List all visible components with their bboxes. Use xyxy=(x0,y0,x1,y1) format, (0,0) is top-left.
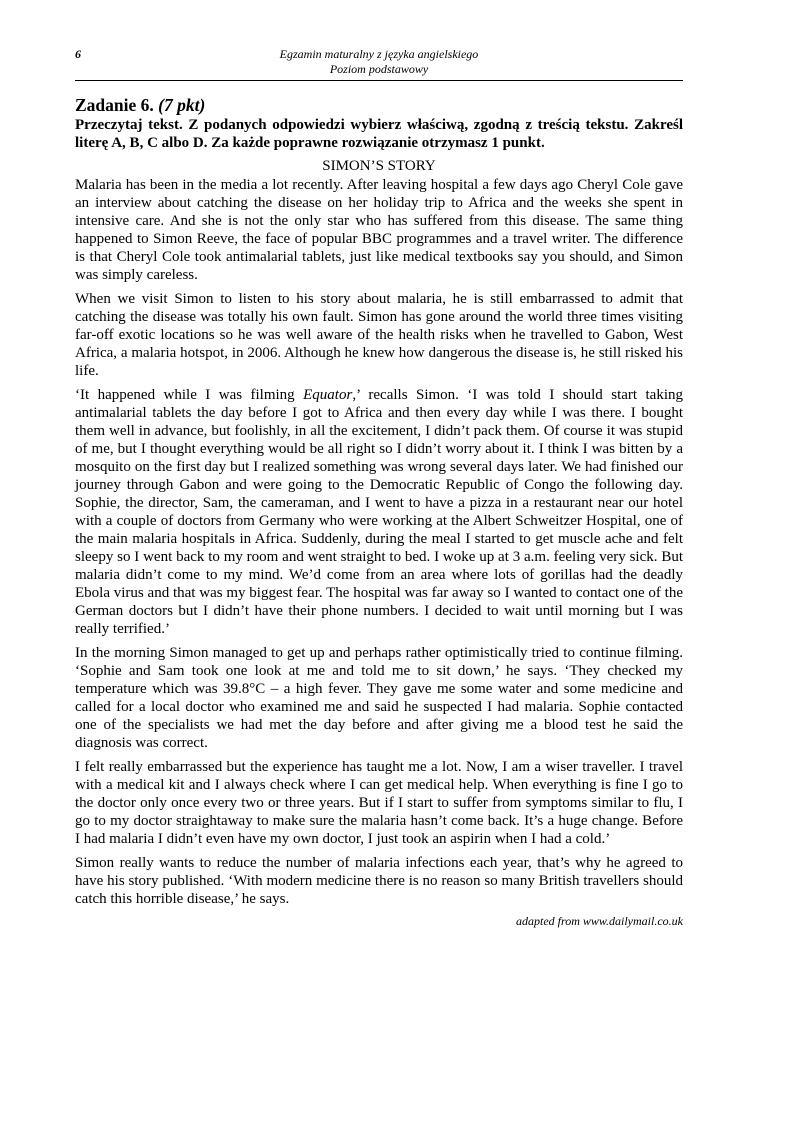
story-paragraph-3 xyxy=(75,386,683,638)
story-paragraph-5: I felt really embarrassed but the experience has taught me a lot. Now, I am a wiser traveller. I travel with a medical kit and I always check where I can get medical help. When everything is fine I go to the doctor only once every two or three years. But if I start to suffer from symptoms similar to flu, I go to my doctor straightaway to make sure the malaria hasn’t come back. It’s a huge change. Before I had malaria I didn’t even have my own doctor, I just took an aspirin when I had a cold.’ xyxy=(75,759,683,847)
task-points: (7 pkt) xyxy=(158,95,206,115)
story-paragraph-2: When we visit Simon to listen to his story about malaria, he is still embarrassed to admit that catching the disease was totally his own fault. Simon has gone around the world three times visiting far-off exotic locations so he was well aware of the health risks when he travelled to Gabon, West Africa, a malaria hotspot, in 2006. Although he knew how dangerous the disease is, he still risked his life. xyxy=(75,291,683,379)
task-heading xyxy=(75,95,683,115)
story-paragraph-1: Malaria has been in the media a lot recently. After leaving hospital a few days ago Cheryl Cole gave an interview about catching the disease on her holiday trip to Africa and the weeks she spent in intensive care. And she is not the only star who has suffered from this disease. The same thing happened to Simon Reeve, the face of popular BBC programmes and a travel writer. The difference is that Cheryl Cole took antimalarial tablets, just like medical textbooks say you should, and Simon was simply careless. xyxy=(75,177,683,283)
task-content xyxy=(75,95,683,929)
programme-title: Equator xyxy=(303,387,353,403)
page-header xyxy=(75,47,683,81)
story-paragraph-4: In the morning Simon managed to get up and perhaps rather optimistically tried to continue filming. ‘Sophie and Sam took one look at me and told me to sit down,’ he says. ‘They checked my temperature which was 39.8°C – a high fever. They gave me some water and some medicine and called for a local doctor who examined me and said he suspected I had malaria. Sophie contacted one of the specialists we had met the day before and after giving me a blood test he said the diagnosis was correct. xyxy=(75,645,683,751)
story-title: SIMON’S STORY xyxy=(322,158,436,174)
page-number: 6 xyxy=(75,47,81,61)
paragraph-3-start: ‘It happened while I was filming xyxy=(75,387,304,403)
task-title: Zadanie 6. xyxy=(75,95,154,115)
exam-level: Poziom podstawowy xyxy=(329,62,429,76)
exam-title: Egzamin maturalny z języka angielskiego xyxy=(279,47,479,61)
task-instruction: Przeczytaj tekst. Z podanych odpowiedzi wybierz właściwą, zgodną z treścią tekstu. Zakreśl literę A, B, C albo D. Za każde poprawne rozwiązanie otrzymasz 1 punkt. xyxy=(75,117,683,151)
story-paragraph-6: Simon really wants to reduce the number of malaria infections each year, that’s why he agreed to have his story published. ‘With modern medicine there is no reason so many British travellers should catch this horrible disease,’ he says. xyxy=(75,855,683,907)
paragraph-3-rest: ,’ recalls Simon. ‘I was told I should start taking antimalarial tablets the day before I got to Africa and then every day while I was there. I bought them well in advance, but foolishly, in all the excitement, I didn’t pack them. Of course it was stupid of me, but I thought everything would be all right so I didn’t worry about it. I think I was bitten by a mosquito on the first day but I realized something was wrong several days later. We had finished our journey through Gabon and were going to the Democratic Republic of Congo the following day. Sophie, the director, Sam, the cameraman, and I went to have a pizza in a restaurant near our hotel with a couple of doctors from Germany who were working at the Albert Schweitzer Hospital, one of the main malaria hospitals in Africa. Suddenly, during the meal I started to get muscle ache and felt sleepy so I went back to my room and went straight to bed. I woke up at 3 a.m. feeling very sick. But malaria didn’t come to my mind. We’d come from an area where lots of gorillas had the deadly Ebola virus and that was my biggest fear. The hospital was far away so I wanted to contact one of the German doctors but I didn’t have their phone numbers. I decided to wait until morning but I was really terrified.’ xyxy=(75,387,684,637)
source-credit: adapted from www.dailymail.co.uk xyxy=(516,914,683,928)
